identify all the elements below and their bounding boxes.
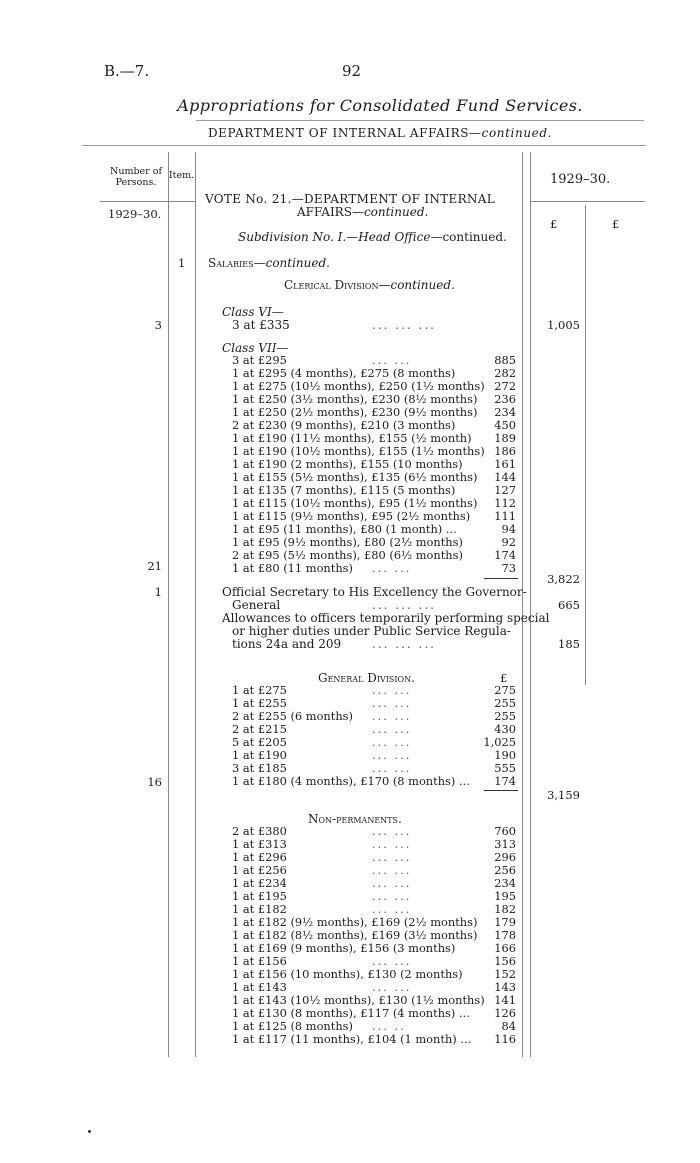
row-amount: 178 — [494, 928, 516, 942]
row-description: 1 at £295 (4 months), £275 (8 months) — [232, 366, 456, 380]
row-description: 1 at £143 (10½ months), £130 (1½ months) — [232, 993, 485, 1007]
class-vi-row: 3 at £335 — [232, 318, 290, 332]
non-permanents-heading: Non-permanents. — [308, 812, 402, 826]
row-description: 1 at £182 — [232, 902, 287, 916]
row-description: 1 at £250 (3½ months), £230 (8½ months) — [232, 392, 478, 406]
row-description: 5 at £205 — [232, 735, 287, 749]
row-description: 1 at £180 (4 months), £170 (8 months) ... — [232, 774, 470, 788]
table-row — [222, 1033, 522, 1046]
subdivision-continued: —continued. — [430, 230, 507, 244]
row-description: 1 at £182 (9½ months), £169 (2½ months) — [232, 915, 478, 929]
row-leader-dots: ... ... — [372, 863, 412, 877]
row-description: 1 at £182 (8½ months), £169 (3½ months) — [232, 928, 478, 942]
row-description: 3 at £295 — [232, 353, 287, 367]
row-description: 1 at £190 (10½ months), £155 (1½ months) — [232, 444, 485, 458]
row-amount: 182 — [494, 902, 516, 916]
class-vii-total: 3,822 — [547, 572, 580, 586]
row-description: 1 at £190 — [232, 748, 287, 762]
row-description: 1 at £155 (5½ months), £135 (6½ months) — [232, 470, 478, 484]
row-description: 2 at £230 (9 months), £210 (3 months) — [232, 418, 456, 432]
year-header-rule — [530, 201, 645, 202]
row-amount: 112 — [494, 496, 516, 510]
general-division-rows — [222, 684, 522, 788]
clerical-continued: continued. — [390, 278, 455, 292]
row-amount: 141 — [494, 993, 516, 1007]
class-vi-persons: 3 — [154, 318, 162, 332]
row-description: 1 at £296 — [232, 850, 287, 864]
row-amount: 143 — [494, 980, 516, 994]
row-amount: 174 — [494, 774, 516, 788]
persons-year-label: 1929–30. — [108, 207, 162, 221]
general-division-sum-rule — [484, 790, 518, 791]
row-leader-dots: ... .. — [372, 1019, 406, 1033]
allowances-line3: tions 24a and 209 — [232, 637, 342, 651]
row-amount: 555 — [494, 761, 516, 775]
non-permanents-rows — [222, 825, 522, 1046]
department-name: DEPARTMENT OF INTERNAL AFFAIRS— — [207, 126, 482, 140]
row-amount: 174 — [494, 548, 516, 562]
table-row — [222, 562, 522, 575]
vote-heading-line1: VOTE No. 21.—DEPARTMENT OF INTERNAL — [205, 192, 495, 206]
row-amount: 195 — [494, 889, 516, 903]
row-amount: 450 — [494, 418, 516, 432]
official-secretary-total: 665 — [558, 598, 580, 612]
row-description: 1 at £275 (10½ months), £250 (1½ months) — [232, 379, 485, 393]
clerical-label: Clerical Division— — [284, 278, 391, 292]
row-amount: 189 — [494, 431, 516, 445]
official-secretary-line1: Official Secretary to His Excellency the Governor- — [222, 585, 527, 599]
row-amount: 234 — [494, 876, 516, 890]
row-amount: 156 — [494, 954, 516, 968]
row-amount: 92 — [501, 535, 516, 549]
official-secretary-line2: General — [232, 598, 281, 612]
official-secretary-persons: 1 — [154, 585, 162, 599]
column-divider-item — [195, 152, 196, 1057]
row-amount: 760 — [494, 824, 516, 838]
row-amount: 236 — [494, 392, 516, 406]
pound-symbol-b: £ — [612, 217, 620, 231]
row-leader-dots: ... ... — [372, 902, 412, 916]
general-division-total: 3,159 — [547, 788, 580, 802]
row-amount: 161 — [494, 457, 516, 471]
row-leader-dots: ... ... — [372, 824, 412, 838]
row-leader-dots: ... ... — [372, 761, 412, 775]
row-description: 1 at £95 (9½ months), £80 (2½ months) — [232, 535, 463, 549]
class-vii-heading: Class VII— — [222, 341, 289, 355]
row-amount: 111 — [494, 509, 516, 523]
row-description: 1 at £143 — [232, 980, 287, 994]
row-leader-dots: ... ... — [372, 696, 412, 710]
row-description: 2 at £255 (6 months) — [232, 709, 353, 723]
year-column-header: 1929–30. — [550, 172, 611, 187]
allowances-line2: or higher duties under Public Service Regula- — [232, 624, 511, 638]
row-leader-dots: ... ... — [372, 709, 412, 723]
row-description: 1 at £135 (7 months), £115 (5 months) — [232, 483, 456, 497]
row-description: 2 at £380 — [232, 824, 287, 838]
row-leader-dots: ... ... — [372, 722, 412, 736]
item-header-rule — [168, 201, 195, 202]
row-leader-dots: ... ... — [372, 735, 412, 749]
row-description: 1 at £95 (11 months), £80 (1 month) ... — [232, 522, 457, 536]
row-description: 1 at £117 (11 months), £104 (1 month) ... — [232, 1032, 472, 1046]
title-rule — [196, 120, 644, 121]
row-leader-dots: ... ... — [372, 683, 412, 697]
row-amount: 186 — [494, 444, 516, 458]
row-description: 1 at £190 (11½ months), £155 (½ month) — [232, 431, 472, 445]
allowances-line1: Allowances to officers temporarily performing special — [222, 611, 550, 625]
row-description: 1 at £250 (2½ months), £230 (9½ months) — [232, 405, 478, 419]
row-amount: 1,025 — [483, 735, 516, 749]
allowances-dots: ... ... ... — [372, 637, 436, 651]
row-amount: 256 — [494, 863, 516, 877]
row-description: 3 at £185 — [232, 761, 287, 775]
row-amount: 255 — [494, 709, 516, 723]
row-amount: 94 — [501, 522, 516, 536]
class-vii-persons: 21 — [147, 559, 162, 573]
general-division-pound: £ — [500, 671, 508, 685]
row-leader-dots: ... ... — [372, 889, 412, 903]
row-leader-dots: ... ... — [372, 837, 412, 851]
salaries-item-number: 1 — [178, 256, 186, 270]
clerical-division-heading — [284, 278, 455, 292]
subdivision-heading — [238, 230, 507, 244]
row-description: 1 at £195 — [232, 889, 287, 903]
row-description: 1 at £125 (8 months) — [232, 1019, 353, 1033]
row-description: 1 at £255 — [232, 696, 287, 710]
row-amount: 275 — [494, 683, 516, 697]
row-description: 1 at £275 — [232, 683, 287, 697]
class-vi-heading: Class VI— — [222, 305, 284, 319]
row-description: 2 at £215 — [232, 722, 287, 736]
column-divider-persons — [168, 152, 169, 1057]
row-description: 1 at £156 (10 months), £130 (2 months) — [232, 967, 463, 981]
official-secretary-dots: ... ... ... — [372, 598, 436, 612]
row-amount: 84 — [501, 1019, 516, 1033]
page-number: 92 — [342, 62, 362, 80]
row-amount: 190 — [494, 748, 516, 762]
row-amount: 127 — [494, 483, 516, 497]
column-divider-pounds — [585, 205, 586, 685]
row-amount: 282 — [494, 366, 516, 380]
salaries-continued: continued. — [265, 256, 330, 270]
persons-header-rule — [100, 201, 168, 202]
row-amount: 73 — [501, 561, 516, 575]
row-leader-dots: ... ... — [372, 980, 412, 994]
row-description: 1 at £190 (2 months), £155 (10 months) — [232, 457, 463, 471]
row-description: 1 at £115 (9½ months), £95 (2½ months) — [232, 509, 471, 523]
table-top-rule — [82, 145, 646, 146]
row-description: 1 at £115 (10½ months), £95 (1½ months) — [232, 496, 478, 510]
page-title: Appropriations for Consolidated Fund Services. — [177, 96, 583, 115]
row-amount: 885 — [494, 353, 516, 367]
row-amount: 313 — [494, 837, 516, 851]
row-description: 1 at £169 (9 months), £156 (3 months) — [232, 941, 456, 955]
pound-symbol-a: £ — [550, 217, 558, 231]
table-row — [222, 775, 522, 788]
subdivision-title: Subdivision No. I.—Head Office — [238, 230, 431, 244]
row-leader-dots: ... ... — [372, 561, 412, 575]
row-leader-dots: ... ... — [372, 850, 412, 864]
row-amount: 430 — [494, 722, 516, 736]
row-amount: 255 — [494, 696, 516, 710]
row-amount: 126 — [494, 1006, 516, 1020]
salaries-heading — [208, 256, 330, 270]
salaries-label: Salaries— — [208, 256, 266, 270]
row-amount: 234 — [494, 405, 516, 419]
department-heading — [0, 126, 700, 140]
class-vii-rows — [222, 354, 522, 575]
row-amount: 116 — [494, 1032, 516, 1046]
class-vi-total: 1,005 — [547, 318, 580, 332]
row-amount: 144 — [494, 470, 516, 484]
row-amount: 179 — [494, 915, 516, 929]
allowances-total: 185 — [558, 637, 580, 651]
vote-heading-line2: AFFAIRS—continued. — [297, 205, 429, 219]
row-amount: 296 — [494, 850, 516, 864]
page-mark — [88, 1130, 91, 1133]
general-division-persons: 16 — [147, 775, 162, 789]
row-description: 1 at £130 (8 months), £117 (4 months) ... — [232, 1006, 470, 1020]
row-amount: 152 — [494, 967, 516, 981]
row-description: 1 at £313 — [232, 837, 287, 851]
item-column-header: Item. — [168, 170, 195, 181]
row-leader-dots: ... ... — [372, 954, 412, 968]
class-vii-sum-rule — [484, 578, 518, 579]
row-description: 1 at £80 (11 months) — [232, 561, 353, 575]
row-leader-dots: ... ... — [372, 353, 412, 367]
row-leader-dots: ... ... — [372, 876, 412, 890]
row-amount: 272 — [494, 379, 516, 393]
row-description: 1 at £234 — [232, 876, 287, 890]
row-description: 1 at £256 — [232, 863, 287, 877]
class-vi-dots: ... ... ... — [372, 318, 436, 332]
row-description: 2 at £95 (5½ months), £80 (6½ months) — [232, 548, 463, 562]
row-amount: 166 — [494, 941, 516, 955]
document-reference: B.—7. — [104, 62, 150, 80]
persons-column-header: Number of Persons. — [110, 166, 162, 188]
department-continued: continued. — [481, 126, 553, 140]
row-leader-dots: ... ... — [372, 748, 412, 762]
row-description: 1 at £156 — [232, 954, 287, 968]
general-division-heading: General Division. — [318, 671, 415, 685]
